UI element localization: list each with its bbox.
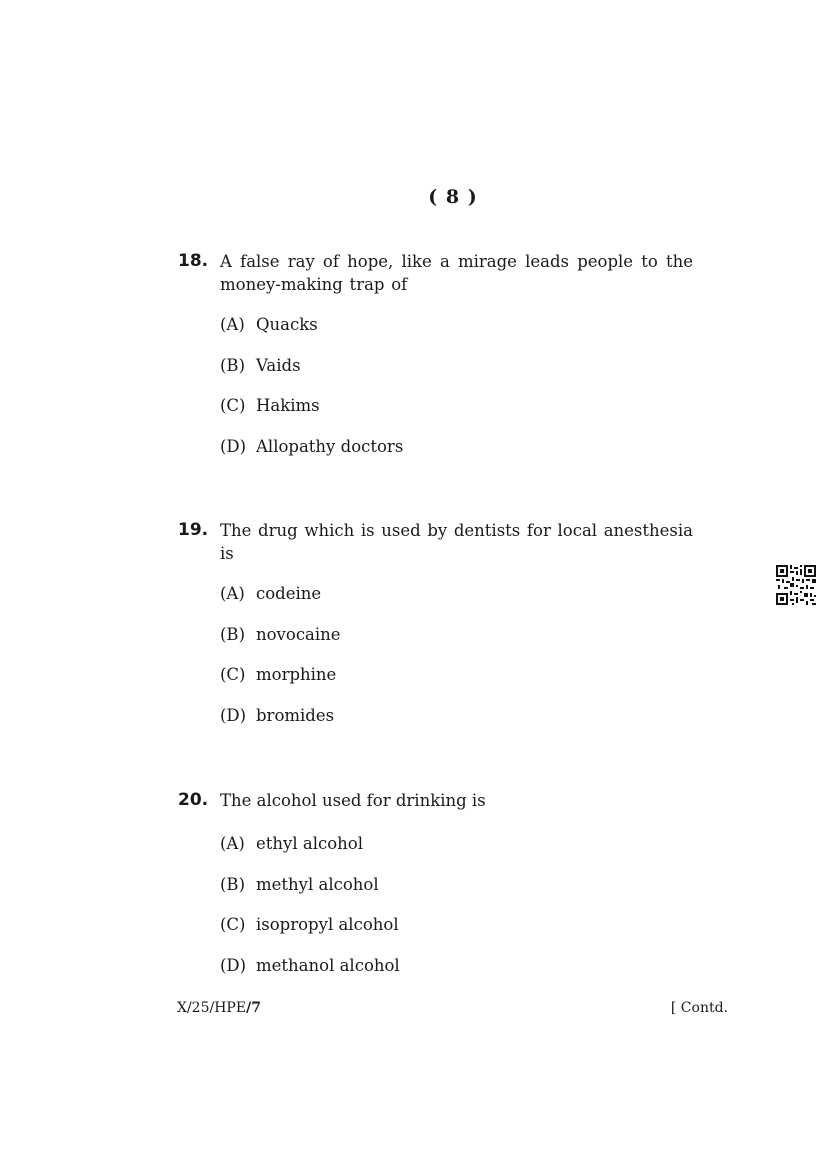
option-label: (C) [220,915,246,934]
option-text: methanol alcohol [256,955,400,975]
page-number: ( 8 ) [428,186,478,208]
question-number: 18. [178,251,209,271]
option-text: Hakims [256,396,320,415]
question-text: The alcohol used for drinking is [220,791,486,810]
option-b [220,873,693,914]
option-text: methyl alcohol [256,874,379,894]
option-label: (D) [220,436,247,456]
option-text: morphine [256,665,337,684]
option-d [220,435,693,476]
option-label: (B) [220,874,245,894]
option-label: (D) [220,705,247,725]
option-text: ethyl alcohol [256,834,363,853]
option-d [220,954,693,995]
option-a [220,582,693,623]
continued-label: [ Contd. [670,1000,728,1016]
option-text: bromides [256,705,335,725]
option-text: isopropyl alcohol [256,915,399,934]
question-19 [178,519,693,744]
option-d [220,704,693,745]
option-text: novocaine [256,624,341,644]
option-b [220,623,693,664]
question-number: 19. [178,520,209,540]
question-18 [178,250,693,475]
option-label: (A) [220,315,245,334]
question-text: A false ray of hope, like a mirage leads people to the money-making trap of [220,252,693,294]
option-label: (C) [220,665,246,684]
option-label: (D) [220,955,247,975]
options-list [220,582,693,744]
option-text: codeine [256,584,322,603]
option-label: (C) [220,396,246,415]
option-label: (A) [220,584,245,603]
question-text: The drug which is used by dentists for local anesthesia is [220,521,693,563]
question-number: 20. [178,790,209,810]
option-a [220,313,693,354]
option-c [220,663,693,704]
options-list [220,832,693,994]
paper-code-prefix: X/25/HPE [177,1000,247,1016]
option-text: Allopathy doctors [256,436,404,456]
question-20 [178,789,693,994]
option-text: Vaids [256,355,301,375]
paper-code-suffix: /7 [246,1000,261,1016]
option-c [220,394,693,435]
option-label: (A) [220,834,245,853]
options-list [220,313,693,475]
paper-code [177,998,261,1018]
option-label: (B) [220,355,245,375]
qr-code-icon [776,565,816,605]
option-text: Quacks [256,315,318,334]
option-c [220,913,693,954]
option-a [220,832,693,873]
option-b [220,354,693,395]
option-label: (B) [220,624,245,644]
